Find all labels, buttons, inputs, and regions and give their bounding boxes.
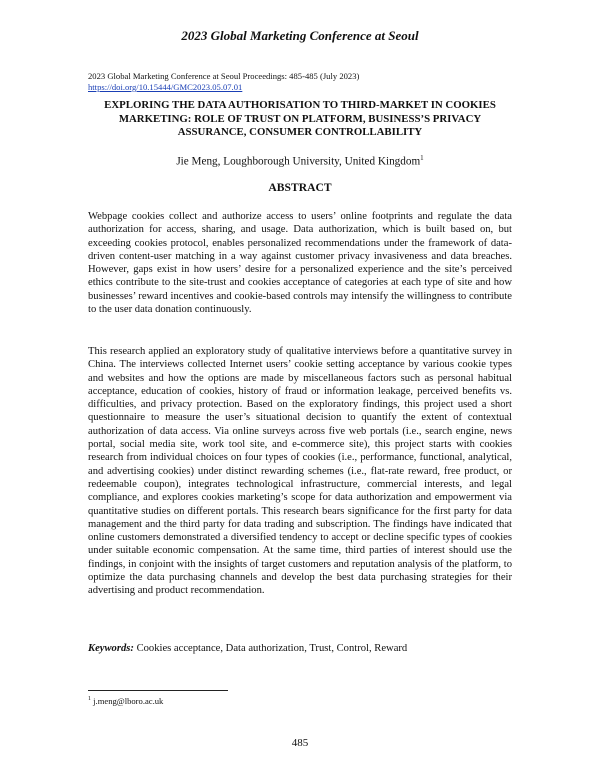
running-head: 2023 Global Marketing Conference at Seoul <box>181 28 419 43</box>
abstract-paragraph-1: Webpage cookies collect and authorize access to users’ online footprints and regulate the data authorization for access, sharing, and usage. Data authorization, which is built based on, but exceeding cookies protocol, enables personalized recommendations under the framework of data-driven content-user matching in a way against customer privacy invasiveness and data breaches. However, gaps exist in how users’ desire for a personalized experience and the site’s perceived ethics contribute to the site-trust and cookies acceptance of categories at each type of site and how businesses’ reward incentives and cookie-based controls may intensify the willingness to contribute to the user data donation continuously. <box>88 211 512 316</box>
footnote-email: j.meng@lboro.ac.uk <box>93 696 164 706</box>
author-name: Jie Meng, Loughborough University, United Kingdom <box>176 155 421 168</box>
author-line <box>88 154 512 168</box>
keywords-list: Cookies acceptance, Data authorization, Trust, Control, Reward <box>136 643 408 654</box>
paper-title: EXPLORING THE DATA AUTHORISATION TO THIRD-MARKET IN COOKIES MARKETING: ROLE OF TRUST ON PLATFORM, BUSINESS’S PRIVACY ASSURANCE, CONSUMER CONTROLLABILITY <box>104 99 496 138</box>
keywords-label: Keywords: <box>88 643 134 654</box>
proceedings-line: 2023 Global Marketing Conference at Seoul Proceedings: 485-485 (July 2023) <box>88 71 360 81</box>
abstract-heading: ABSTRACT <box>268 181 332 194</box>
page-number: 485 <box>291 737 309 749</box>
footnote-mark: 1 <box>88 696 91 703</box>
proceedings-info <box>88 71 359 93</box>
keywords-line <box>88 643 512 654</box>
footnote <box>88 696 163 706</box>
abstract-paragraph-2: This research applied an exploratory study of qualitative interviews before a quantitative survey in China. The interviews collected Internet users’ cookie setting acceptance by various cookie types and websites and how the options are made by miscellaneous factors such as personal habitual acceptance, education of cookies, history of fraud or information leakage, perceived benefits vs. difficulties, and privacy protection. Based on the exploratory findings, this project used a short questionnaire to measure the user’s situational decision to quantify the extent of contextual authorization of data access. Via online surveys across five web portals (i.e., search engine, news portal, social media site, work tool site, and e-commerce site), this project starts with cookies research from individual choices on four types of cookies (i.e., performance, functional, analytical, and advertising cookies) under distinct rewarding schemes (i.e., flat-rate reward, free product, or redeemable coupon), integrates technological infrastructure, commercial interests, and legal compliance, and explores cookies marketing’s scope for data authorization and empowerment via quantitative studies on different portals. This research bears significance for the first party for data management and the third party for data trading and subscription. The findings have indicated that online customers demonstrated a diversified tendency to accept or decline specific types of cookies under suitable economic compensation. At the same time, third parties of interest should use the findings, in conjoint with the insights of target customers and reputation analysis of the platform, to optimize the data purchasing channels and develop the best data purchasing strategies for their advertising and product recommendation. <box>88 346 512 597</box>
doi-link[interactable]: https://doi.org/10.15444/GMC2023.05.07.01 <box>88 82 243 92</box>
footnote-divider <box>88 690 228 691</box>
author-footnote-mark: 1 <box>420 154 424 162</box>
